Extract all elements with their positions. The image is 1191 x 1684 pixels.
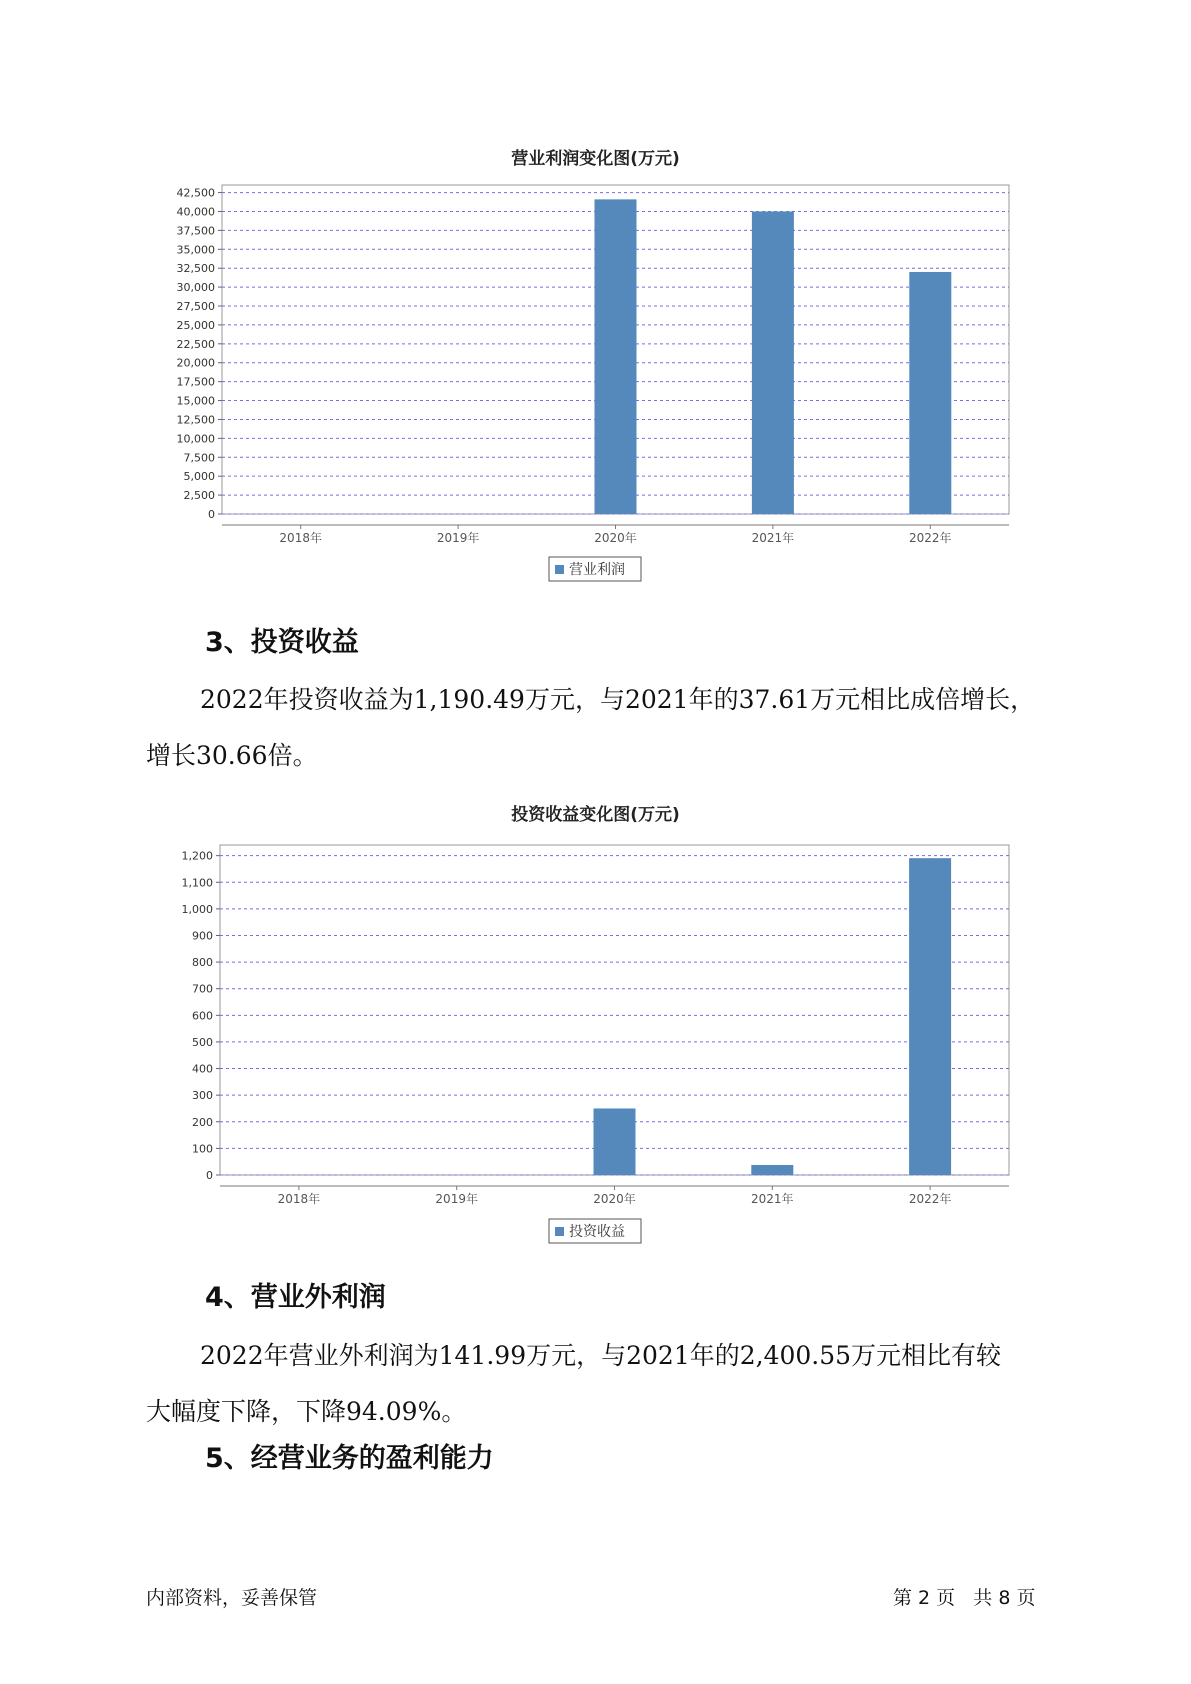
- y-tick-label: 200: [192, 1115, 213, 1129]
- y-tick-label: 300: [192, 1089, 213, 1103]
- y-tick-label: 7,500: [183, 451, 215, 465]
- bar: [594, 1108, 636, 1175]
- x-tick-label: 2020年: [593, 1192, 636, 1206]
- legend-label: 营业利润: [569, 562, 625, 578]
- x-tick-label: 2022年: [908, 1192, 952, 1206]
- y-tick-label: 42,500: [176, 186, 215, 200]
- y-tick-label: 25,000: [176, 318, 215, 332]
- x-tick-label: 2018年: [277, 1192, 321, 1206]
- y-tick-label: 800: [192, 956, 213, 970]
- y-tick-label: 35,000: [176, 243, 215, 257]
- x-tick-label: 2022年: [909, 531, 952, 545]
- y-tick-label: 20,000: [176, 356, 215, 370]
- y-tick-label: 17,500: [176, 375, 215, 389]
- section-heading-profitability: 5、经营业务的盈利能力: [205, 1443, 494, 1474]
- y-tick-label: 500: [192, 1035, 213, 1049]
- x-tick-label: 2020年: [594, 531, 637, 545]
- y-tick-label: 27,500: [176, 300, 215, 314]
- y-tick-label: 900: [192, 929, 213, 943]
- y-tick-label: 15,000: [176, 394, 215, 408]
- y-tick-label: 30,000: [176, 281, 215, 295]
- y-tick-label: 1,100: [181, 876, 213, 890]
- paragraph-line: 2022年营业外利润为141.99万元，与2021年的2,400.55万元相比有较: [200, 1341, 1002, 1370]
- x-tick-label: 2019年: [436, 531, 480, 545]
- x-tick-label: 2018年: [279, 531, 322, 545]
- bar: [751, 1165, 793, 1175]
- footer-page-number: 第 2 页 共 8 页: [893, 1587, 1036, 1609]
- paragraph-non-operating-profit: [146, 1328, 1076, 1440]
- chart-title-investment-income: 投资收益变化图(万元): [511, 805, 680, 825]
- legend-swatch: [555, 1227, 564, 1236]
- legend-label: 投资收益: [569, 1224, 625, 1240]
- y-tick-label: 10,000: [176, 432, 215, 446]
- chart-title-operating-profit: 营业利润变化图(万元): [511, 149, 680, 169]
- x-tick-label: 2021年: [751, 1192, 794, 1206]
- paragraph-line: 2022年投资收益为1,190.49万元，与2021年的37.61万元相比成倍增长，: [200, 685, 1036, 714]
- paragraph-line: 大幅度下降，下降94.09%。: [146, 1397, 467, 1426]
- x-tick-label: 2021年: [751, 531, 795, 545]
- y-tick-label: 5,000: [183, 470, 215, 484]
- y-tick-label: 37,500: [176, 224, 215, 238]
- y-tick-label: 100: [192, 1142, 213, 1156]
- y-tick-label: 600: [192, 1009, 213, 1023]
- footer-confidential-note: 内部资料，妥善保管: [146, 1587, 318, 1609]
- section-heading-investment-income: 3、投资收益: [205, 627, 359, 658]
- y-tick-label: 0: [208, 508, 215, 521]
- y-tick-label: 12,500: [176, 413, 215, 427]
- y-tick-label: 40,000: [176, 205, 215, 219]
- y-tick-label: 0: [206, 1169, 213, 1182]
- y-tick-label: 32,500: [176, 262, 215, 276]
- bar: [909, 858, 951, 1175]
- x-tick-label: 2019年: [435, 1192, 478, 1206]
- y-tick-label: 22,500: [176, 337, 215, 351]
- paragraph-line: 增长30.66倍。: [146, 741, 318, 770]
- section-heading-non-operating-profit: 4、营业外利润: [205, 1282, 386, 1313]
- y-tick-label: 700: [192, 982, 213, 996]
- y-tick-label: 1,200: [181, 849, 213, 863]
- y-tick-label: 400: [192, 1062, 213, 1076]
- y-tick-label: 2,500: [183, 489, 215, 503]
- y-tick-label: 1,000: [181, 902, 213, 916]
